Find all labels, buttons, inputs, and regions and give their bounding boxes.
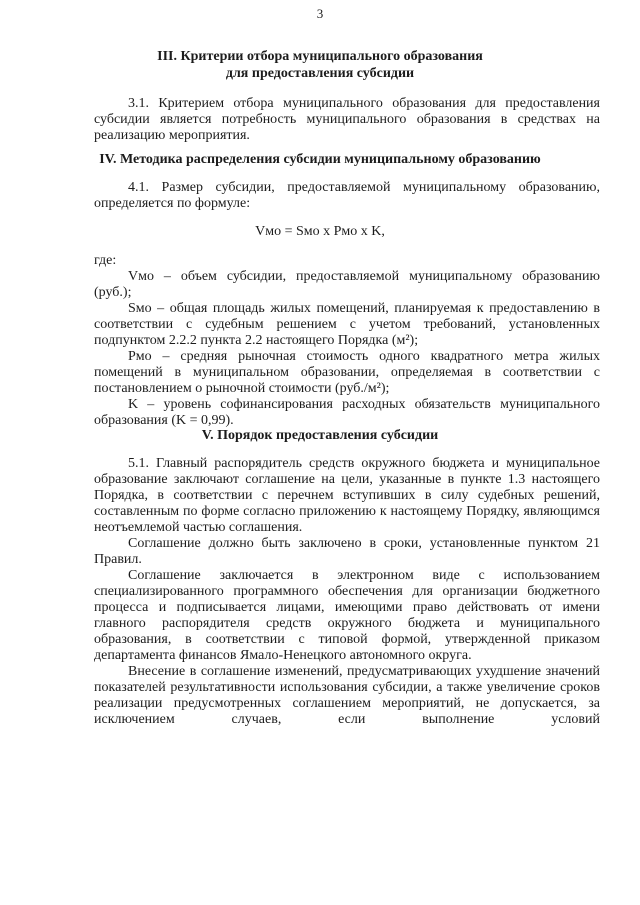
definition-vmo: Vмо – объем субсидии, предоставляемой муниципальному образованию (руб.); [94, 269, 600, 300]
section4-intro [94, 180, 600, 212]
definition-k: K – уровень софинансирования расходных обязательств муниципального образования (K = 0,99). [94, 397, 600, 428]
paragraph-3-1: 3.1. Критерием отбора муниципального образования для предоставления субсидии является потребность муниципального образования в средствах на реализацию мероприятия. [94, 96, 600, 143]
section3-body [94, 96, 600, 144]
paragraph-5-1-changes: Внесение в соглашение изменений, предусматривающих ухудшение значений показателей результативности использования субсидии, а также увеличение сроков реализации предусмотренных соглашением мероприятий, не допускается, за исключением случаев, если выполнение условий [94, 664, 600, 727]
paragraph-5-1: 5.1. Главный распорядитель средств окружного бюджета и муниципальное образование заключают соглашение на цели, указанные в пункте 1.3 настоящего Порядка, в соответствии с перечнем вступивших в силу судебных решений, составленным по форме согласно приложению к настоящему Порядку, являющимся неотъемлемой частью соглашения. [94, 456, 600, 535]
section3-title-line1: III. Критерии отбора муниципального образования [157, 49, 483, 64]
paragraph-5-1-electronic: Соглашение заключается в электронном виде с использованием специализированного программного обеспечения для организации бюджетного процесса и подписывается лицами, имеющими право действовать от имени главного распорядителя средств окружного бюджета и муниципального образования, в соответствии с типовой формой, утвержденной приказом департамента финансов Ямало-Ненецкого автономного округа. [94, 568, 600, 663]
section5-title: V. Порядок предоставления субсидии [201, 428, 439, 443]
definition-smo: Sмо – общая площадь жилых помещений, планируемая к предоставлению в соответствии с судебным решением с учетом требований, установленных подпунктом 2.2.2 пункта 2.2 настоящего Порядка (м²); [94, 301, 600, 348]
formula: Vмо = Sмо x Pмо x K, [255, 224, 385, 239]
section5-body [94, 456, 600, 728]
paragraph-4-1: 4.1. Размер субсидии, предоставляемой муниципальному образованию, определяется по формуле: [94, 180, 600, 211]
page-number: 3 [316, 6, 324, 21]
section4-title: IV. Методика распределения субсидии муниципальному образованию [99, 152, 541, 167]
section3-title-line2: для предоставления субсидии [225, 66, 415, 81]
paragraph-5-1-deadline: Соглашение должно быть заключено в сроки, установленные пунктом 21 Правил. [94, 536, 600, 567]
where-label: где: [94, 253, 117, 268]
definition-pmo: Pмо – средняя рыночная стоимость одного квадратного метра жилых помещений в муниципальном образовании, определяемая в соответствии с постановлением о рыночной стоимости (руб./м²); [94, 349, 600, 396]
section4-definitions [94, 253, 600, 429]
